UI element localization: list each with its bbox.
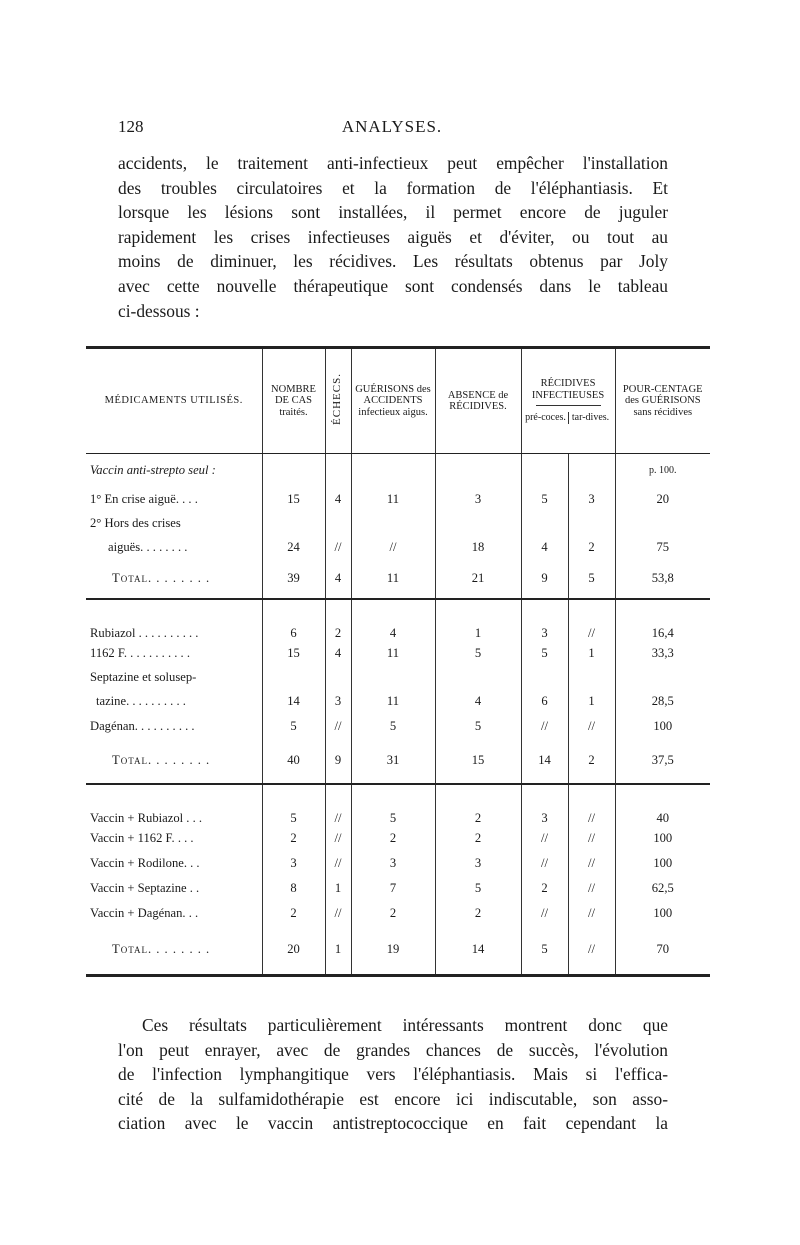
- text-line: accidents, le traitement anti-infectieux peut empêcher l'installation: [118, 153, 668, 173]
- running-title: ANALYSES.: [341, 117, 443, 136]
- page-number: 128: [118, 117, 144, 136]
- table-total-row: Total. . . . . . . . 40 9 31 15 14 2 37,5: [86, 739, 710, 785]
- header-pourcentage: POUR-CENTAGE des GUÉRISONS sans récidives: [615, 349, 710, 454]
- text-line: rapidement les crises infectieuses aiguës et d'éviter, ou tout au: [118, 226, 668, 247]
- unit-label: p. 100.: [615, 454, 710, 487]
- table-row: 1° En crise aiguë. . . . 15 4 11 3 5 3 20: [86, 487, 710, 512]
- table-row: aiguës. . . . . . . . 24 // // 18 4 2 75: [86, 535, 710, 560]
- header-recidives: [521, 349, 615, 454]
- text-line: cité de la sulfamidothérapie est encore ici indiscutable, son asso-: [118, 1088, 668, 1109]
- table-row: 2° Hors des crises: [86, 512, 710, 535]
- table-row: Vaccin + Rodilone. . . 3 // 3 3 // // 100: [86, 851, 710, 876]
- table-row: Vaccin + Septazine . . 8 1 7 5 2 // 62,5: [86, 876, 710, 901]
- header-echecs-text: ÉCHECS.: [331, 373, 344, 426]
- text-line: moins de diminuer, les récidives. Les résultats obtenus par Joly: [118, 251, 668, 272]
- text-line: avec cette nouvelle thérapeutique sont condensés dans le tableau: [118, 275, 668, 296]
- table-row: Vaccin + Rubiazol . . . 5 // 5 2 3 // 40: [86, 784, 710, 826]
- text-line: Ces résultats particulièrement intéressants montrent donc que: [142, 1015, 668, 1035]
- table-row: Rubiazol . . . . . . . . . . 6 2 4 1 3 // 16,4: [86, 599, 710, 641]
- text-line: ci-dessous :: [118, 300, 200, 321]
- table-total-row: Total. . . . . . . . 39 4 11 21 9 5 53,8: [86, 560, 710, 600]
- text-line: l'on peut enrayer, avec de grandes chances de succès, l'évolution: [118, 1039, 668, 1060]
- table-row: Vaccin + 1162 F. . . . 2 // 2 2 // // 100: [86, 826, 710, 851]
- header-precoces: pré-coces.: [525, 412, 566, 424]
- table-row: Vaccin + Dagénan. . . 2 // 2 2 // // 100: [86, 901, 710, 926]
- paragraph-intro: [118, 151, 668, 323]
- table-total-row: Total. . . . . . . . 20 1 19 14 5 // 70: [86, 926, 710, 974]
- header-guerisons: GUÉRISONS des ACCIDENTS infectieux aigus.: [351, 349, 435, 454]
- header-nombre: NOMBRE DE CAS traités.: [262, 349, 325, 454]
- group-title: Vaccin anti-strepto seul :: [90, 462, 216, 477]
- table-row: 1162 F. . . . . . . . . . . 15 4 11 5 5 1 33,3: [86, 641, 710, 666]
- table-row: Septazine et solusep-: [86, 666, 710, 689]
- header-echecs: [325, 349, 351, 454]
- header-tardives: tar-dives.: [568, 412, 613, 424]
- page-header: [118, 117, 666, 141]
- text-line: des troubles circulatoires et la formation de l'éléphantiasis. Et: [118, 177, 668, 198]
- text-line: de l'infection lymphangitique vers l'éléphantiasis. Mais si l'effica-: [118, 1064, 668, 1085]
- paragraph-conclusion: [118, 1013, 668, 1136]
- header-medicaments: MÉDICAMENTS UTILISÉS.: [86, 349, 262, 454]
- header-recidives-title: RÉCIDIVES INFECTIEUSES: [531, 378, 605, 401]
- table-row: tazine. . . . . . . . . . 14 3 11 4 6 1 28,5: [86, 689, 710, 714]
- text-line: ciation avec le vaccin antistreptococcique en fait cependant la: [118, 1113, 668, 1134]
- header-absence: ABSENCE de RÉCIDIVES.: [435, 349, 521, 454]
- results-table: [86, 346, 710, 977]
- text-line: lorsque les lésions sont installées, il permet encore de juguler: [118, 202, 668, 223]
- table-row: Dagénan. . . . . . . . . . 5 // 5 5 // // 100: [86, 714, 710, 739]
